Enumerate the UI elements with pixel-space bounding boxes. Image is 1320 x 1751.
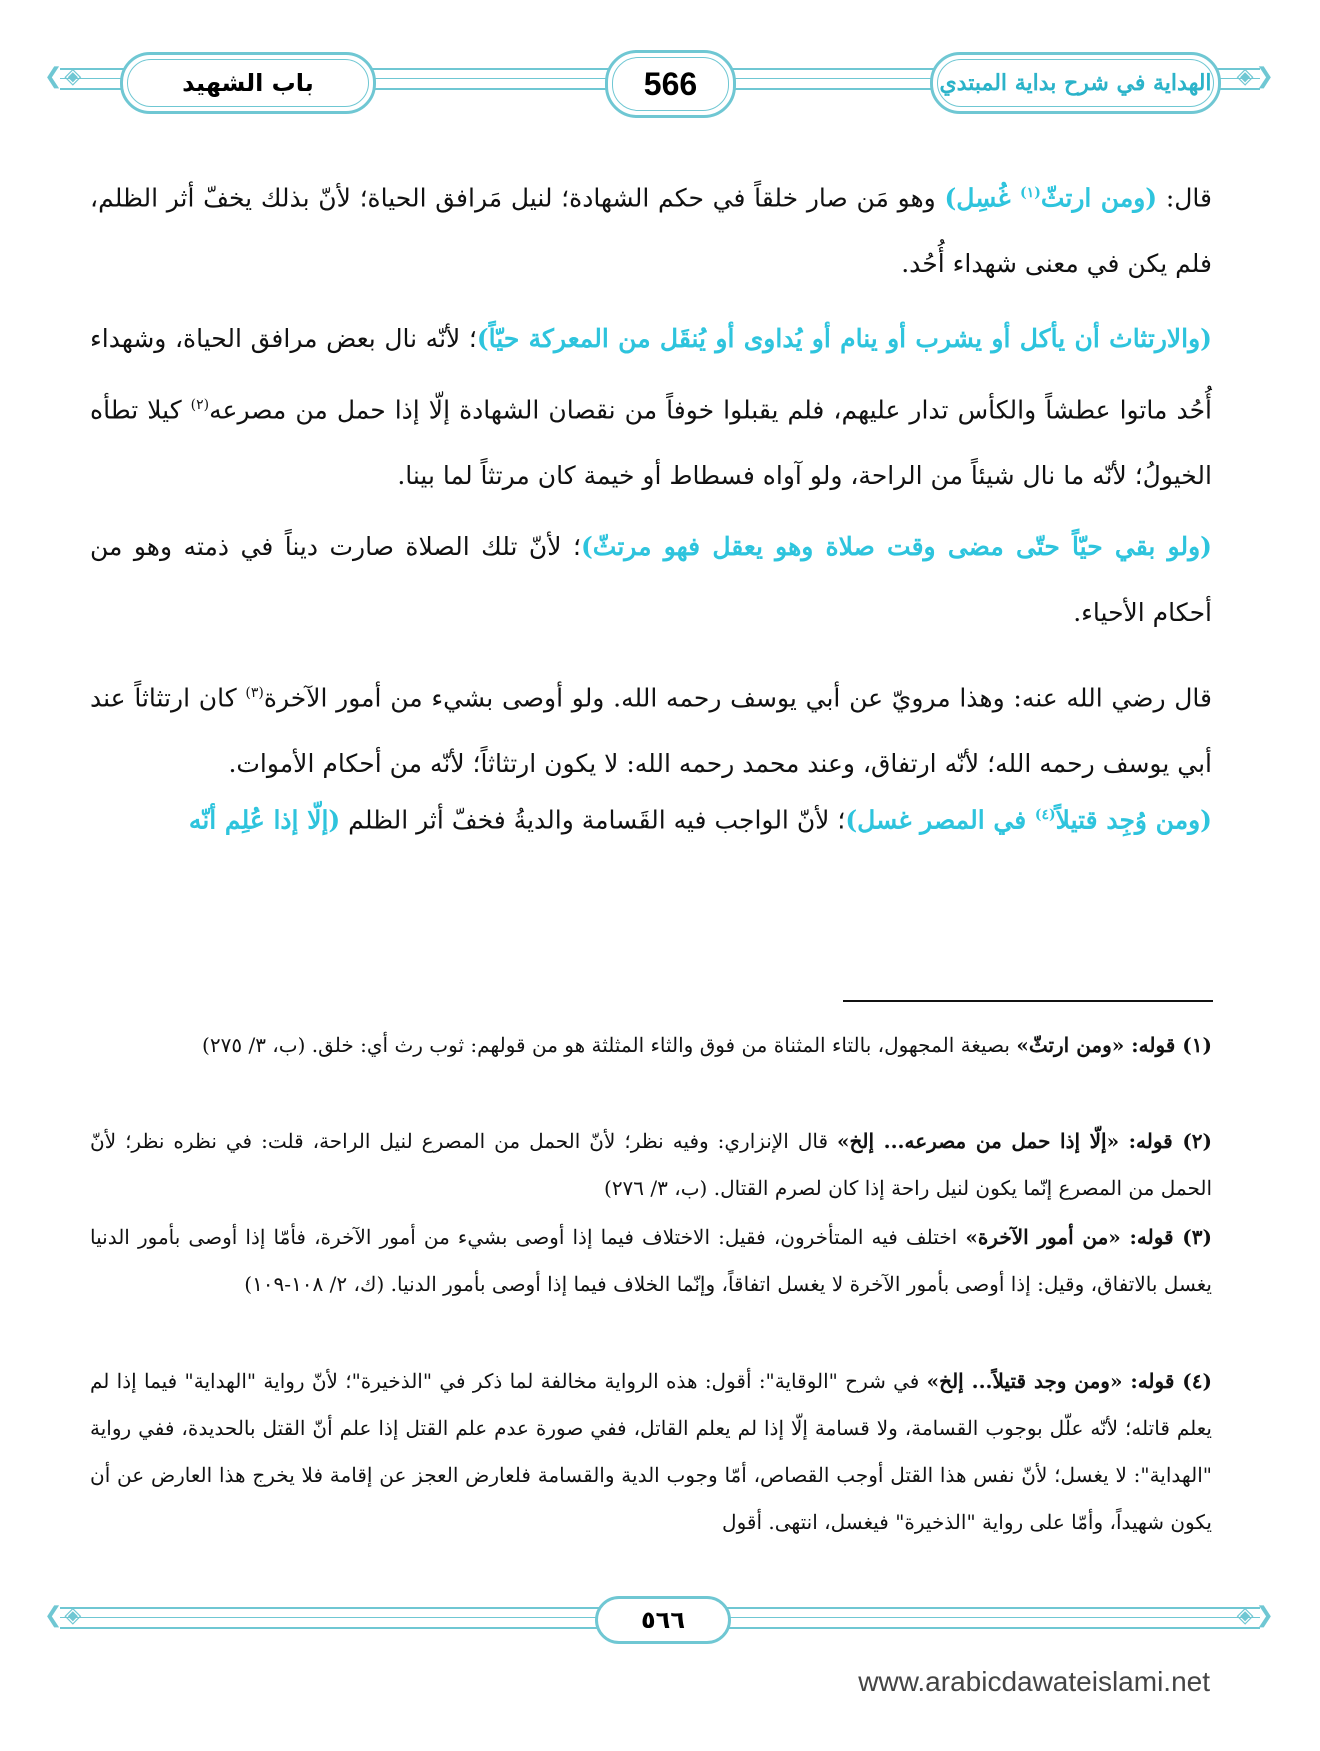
footnote-1-text: بصيغة المجهول، بالتاء المثناة من فوق والثاء المثلثة هو من قولهم: ثوب رث أي: خلق. (ب، ٣/ ٢٧٥): [202, 1033, 1017, 1057]
chapter-title: [120, 52, 376, 114]
website-url[interactable]: www.arabicdawateislami.net: [858, 1666, 1210, 1697]
footnote-ref-3[interactable]: (٣): [245, 685, 264, 701]
paragraph-2-rest: ؛ لأنّه نال بعض مرافق الحياة، وشهداء أُحُد ماتوا عطشاً والكأس تدار عليهم، فلم يقبلوا خوفاً من نقصان الشهادة إلّا إذا حمل من مصرعه: [90, 324, 1213, 425]
chapter-title-text: باب الشهيد: [182, 69, 314, 97]
footnote-3-text: اختلف فيه المتأخرون، فقيل: الاختلاف فيما إذا أوصى بشيء من أمور الآخرة، فأمّا إذا أوصى بأمور الدنيا يغسل بالاتفاق، وقيل: إذا أوصى بأمور الآخرة لا يغسل اتفاقاً، وإنّما الخلاف فيما إذا أوصى بأمور الدنيا. (ك، ٢/ ١٠٨-١٠٩): [90, 1225, 1212, 1296]
paragraph-2: [90, 306, 1212, 509]
paragraph-4: [90, 660, 1212, 797]
page-number-badge: [605, 50, 736, 118]
footnote-1: [90, 1022, 1212, 1069]
footer-ornament-right-icon: ◈❯: [1236, 1603, 1276, 1628]
paragraph-3-rest: ؛ لأنّ تلك الصلاة صارت ديناً في ذمته وهو من أحكام الأحياء.: [90, 532, 1212, 627]
paragraph-1: [90, 160, 1212, 297]
paragraph-2-highlight: (والارتثاث أن يأكل أو يشرب أو ينام أو يُداوى أو يُنقَل من المعركة حيّاً): [476, 324, 1212, 353]
footnote-ref-2[interactable]: (٢): [190, 397, 210, 413]
header-ornament-right-icon: ◈❯: [1236, 64, 1276, 89]
paragraph-1-highlight-2: غُسِل): [944, 183, 1021, 213]
paragraph-5-highlight-3: (إلّا إذا عُلِم أنّه: [188, 805, 341, 835]
book-title: [930, 52, 1221, 114]
paragraph-1-rest: وهو مَن صار خلقاً في حكم الشهادة؛ لنيل مَرافق الحياة؛ لأنّ بذلك يخفّ أثر الظلم، فلم يكن في معنى شهداء أُحُد.: [90, 183, 1212, 279]
paragraph-4-rest: كان ارتثاثاً عند أبي يوسف رحمه الله؛ لأنّه ارتفاق، وعند محمد رحمه الله: لا يكون ارتثاثاً؛ لأنّه من أحكام الأموات.: [90, 683, 1212, 779]
footnote-4-text: في شرح "الوقاية": أقول: هذه الرواية مخالفة لما ذكر في "الذخيرة"؛ لأنّ رواية "الهداية" فيما إذا لم يعلم قاتله؛ لأنّه علّل بوجوب القسامة، ولا قسامة إلّا إذا لم يعلم القاتل، ففي صورة عدم علم القتل إذا علم أنّ القتل بالحديدة، ففي رواية "الهداية": لا يغسل؛ لأنّ نفس هذا القتل أوجب القصاص، أمّا وجوب الدية والقسامة فلعارض العجز عن إقامة فلا يخرج هذا العارض عن أن يكون شهيداً، وأمّا على رواية "الذخيرة" فيغسل، انتهى. أقول: [90, 1369, 1212, 1534]
paragraph-5-highlight: (ومن وُجِد قتيلاً: [1055, 805, 1212, 835]
paragraph-1-prefix: قال:: [1157, 183, 1212, 213]
paragraph-5-highlight-2: في المصر غسل): [845, 805, 1035, 835]
paragraph-3-highlight: (ولو بقي حيّاً حتّى مضى وقت صلاة وهو يعقل فهو مرتثّ): [580, 532, 1212, 561]
footnote-2-lead: (٢) قوله: «إلّا إذا حمل من مصرعه... إلخ»: [836, 1129, 1213, 1153]
page-number-text: 566: [643, 65, 698, 102]
footnote-3-lead: (٣) قوله: «من أمور الآخرة»: [965, 1225, 1212, 1249]
footnote-3: [90, 1214, 1212, 1308]
paragraph-1-highlight: (ومن ارتثّ: [1040, 183, 1158, 213]
book-title-text: الهداية في شرح بداية المبتدي: [939, 70, 1212, 96]
footnote-ref-4[interactable]: (٤): [1034, 807, 1056, 823]
footnote-divider: [843, 1000, 1213, 1002]
paragraph-3: [90, 514, 1212, 646]
header-ornament-left-icon: ❮◈: [44, 64, 84, 89]
footer-page-number-text: ٥٦٦: [641, 1606, 685, 1634]
footnote-4: [90, 1358, 1212, 1546]
footer-page-number: [595, 1596, 731, 1644]
footnote-2: [90, 1118, 1212, 1212]
paragraph-5: [90, 782, 1212, 853]
footnote-1-lead: (١) قوله: «ومن ارتثّ»: [1016, 1033, 1212, 1057]
footer-ornament-left-icon: ❮◈: [44, 1603, 84, 1628]
paragraph-5-rest: ؛ لأنّ الواجب فيه القَسامة والديةُ فخفّ أثر الظلم: [340, 805, 846, 835]
paragraph-4-text: قال رضي الله عنه: وهذا مرويّ عن أبي يوسف رحمه الله. ولو أوصى بشيء من أمور الآخرة: [263, 683, 1213, 713]
paragraph-2-rest-2: كيلا تطأه الخيولُ؛ لأنّه ما نال شيئاً من الراحة، ولو آواه فسطاط أو خيمة كان مرتثاً لما بينا.: [90, 395, 1212, 491]
footnote-4-lead: (٤) قوله: «ومن وجد قتيلاً... إلخ»: [926, 1369, 1212, 1393]
footnote-2-text: قال الإنزاري: وفيه نظر؛ لأنّ الحمل من المصرع لنيل الراحة، قلت: في نظره نظر؛ لأنّ الحمل من المصرع إنّما يكون لنيل راحة إذا كان لصرم القتال. (ب، ٣/ ٢٧٦): [90, 1129, 1212, 1200]
footnote-ref-1[interactable]: (١): [1020, 185, 1041, 201]
